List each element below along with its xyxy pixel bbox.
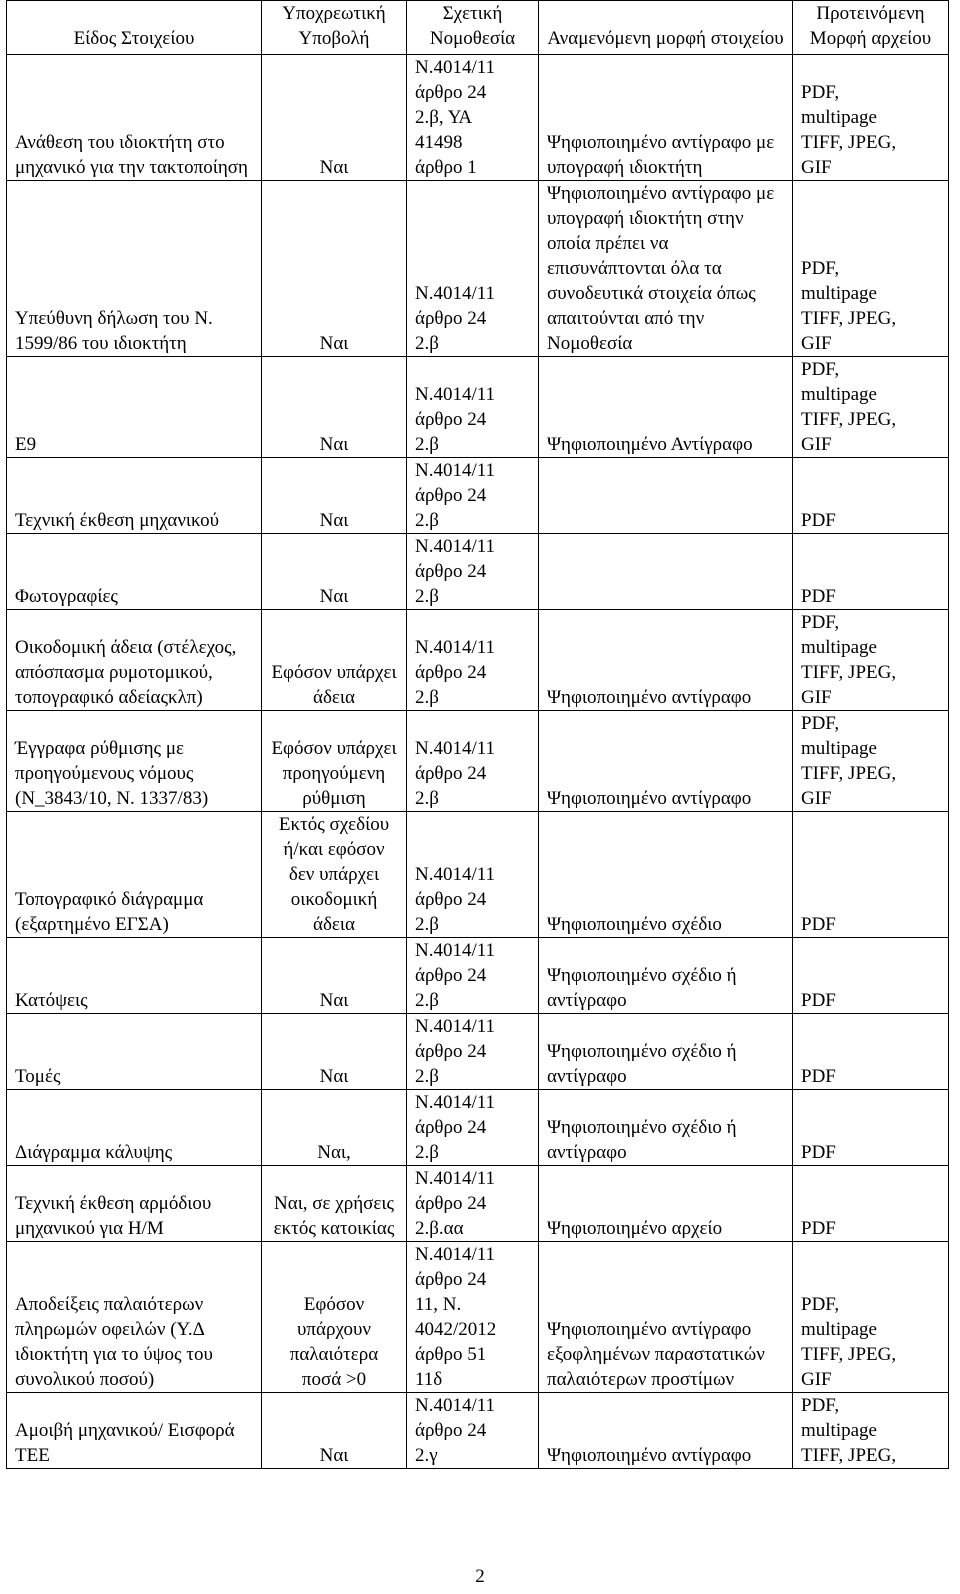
table-row [7, 1166, 949, 1242]
table-row [7, 534, 949, 610]
law-line: 2.β [415, 990, 439, 1011]
cell-file [793, 181, 949, 357]
law-line: 2.γ [415, 1445, 438, 1466]
cell-law [407, 1166, 539, 1242]
table-body [7, 55, 949, 1469]
cell-required: Ναι [262, 357, 407, 458]
file-format-line: TIFF, JPEG, [801, 1445, 897, 1466]
cell-law [407, 1393, 539, 1469]
cell-law [407, 1242, 539, 1393]
table-row [7, 1393, 949, 1469]
page-number: 2 [475, 1566, 485, 1587]
law-line: 4042/2012 [415, 1319, 497, 1340]
table-row [7, 181, 949, 357]
law-line: 11δ [415, 1369, 443, 1390]
law-line: άρθρο 24 [415, 1117, 487, 1138]
table-row [7, 357, 949, 458]
cell-required: Ναι, [262, 1090, 407, 1166]
file-format-line: PDF [801, 1066, 836, 1087]
file-format-line: PDF, [801, 713, 840, 734]
cell-required: Ναι [262, 534, 407, 610]
header-required: Υποχρεωτική Υποβολή [262, 1, 407, 55]
table-row [7, 1014, 949, 1090]
cell-file [793, 1166, 949, 1242]
cell-file [793, 55, 949, 181]
cell-type: Οικοδομική άδεια (στέλεχος, απόσπασμα ρυμοτομικού, τοπογραφικό αδείαςκλπ) [7, 610, 262, 711]
law-line: 41498 [415, 132, 463, 153]
file-format-line: PDF [801, 586, 836, 607]
requirements-table [6, 0, 949, 1469]
cell-format [539, 458, 793, 534]
cell-format [539, 534, 793, 610]
cell-file [793, 938, 949, 1014]
law-line: άρθρο 24 [415, 1269, 487, 1290]
header-file: Προτεινόμενη Μορφή αρχείου [793, 1, 949, 55]
cell-required: Ναι [262, 181, 407, 357]
law-line: άρθρο 24 [415, 662, 487, 683]
file-format-line: PDF, [801, 1294, 840, 1315]
law-line: Ν.4014/11 [415, 1244, 496, 1265]
law-line: άρθρο 24 [415, 561, 487, 582]
cell-format: Ψηφιοποιημένο αρχείο [539, 1166, 793, 1242]
law-line: Ν.4014/11 [415, 1092, 496, 1113]
law-line: 2.β [415, 510, 439, 531]
cell-required: Ναι [262, 1014, 407, 1090]
file-format-line: PDF [801, 1218, 836, 1239]
cell-type: Κατόψεις [7, 938, 262, 1014]
cell-type: Αμοιβή μηχανικού/ Εισφορά ΤΕΕ [7, 1393, 262, 1469]
file-format-line: TIFF, JPEG, [801, 763, 897, 784]
cell-file [793, 812, 949, 938]
law-line: άρθρο 24 [415, 82, 487, 103]
law-line: άρθρο 24 [415, 308, 487, 329]
cell-format: Ψηφιοποιημένο αντίγραφο με υπογραφή ιδιοκτήτη [539, 55, 793, 181]
file-format-line: TIFF, JPEG, [801, 308, 897, 329]
table-row [7, 458, 949, 534]
cell-type: Φωτογραφίες [7, 534, 262, 610]
cell-type: Τοπογραφικό διάγραμμα (εξαρτημένο ΕΓΣΑ) [7, 812, 262, 938]
law-line: 2.β [415, 1142, 439, 1163]
file-format-line: GIF [801, 333, 832, 354]
file-format-line: TIFF, JPEG, [801, 1344, 897, 1365]
law-line: Ν.4014/11 [415, 536, 496, 557]
cell-type: Αποδείξεις παλαιότερων πληρωμών οφειλών (Υ.Δ ιδιοκτήτη για το ύψος του συνολικού ποσού) [7, 1242, 262, 1393]
cell-format: Ψηφιοποιημένο αντίγραφο [539, 610, 793, 711]
law-line: Ν.4014/11 [415, 1395, 496, 1416]
cell-law [407, 711, 539, 812]
law-line: άρθρο 24 [415, 1041, 487, 1062]
cell-file [793, 1393, 949, 1469]
cell-format: Ψηφιοποιημένο σχέδιο ή αντίγραφο [539, 1090, 793, 1166]
law-line: Ν.4014/11 [415, 384, 496, 405]
cell-law [407, 357, 539, 458]
header-law: Σχετική Νομοθεσία [407, 1, 539, 55]
cell-format: Ψηφιοποιημένο σχέδιο ή αντίγραφο [539, 938, 793, 1014]
cell-law [407, 458, 539, 534]
cell-type: Τεχνική έκθεση αρμόδιου μηχανικού για Η/Μ [7, 1166, 262, 1242]
law-line: άρθρο 1 [415, 157, 477, 178]
law-line: Ν.4014/11 [415, 460, 496, 481]
law-line: Ν.4014/11 [415, 940, 496, 961]
law-line: Ν.4014/11 [415, 637, 496, 658]
cell-required: Ναι [262, 1393, 407, 1469]
cell-law [407, 938, 539, 1014]
file-format-line: TIFF, JPEG, [801, 132, 897, 153]
law-line: 2.β, ΥΑ [415, 107, 473, 128]
file-format-line: multipage [801, 283, 877, 304]
cell-required: Εφόσον υπάρχει άδεια [262, 610, 407, 711]
cell-type: Ε9 [7, 357, 262, 458]
law-line: Ν.4014/11 [415, 738, 496, 759]
table-row [7, 1242, 949, 1393]
cell-format: Ψηφιοποιημένο αντίγραφο με υπογραφή ιδιοκτήτη στην οποία πρέπει να επισυνάπτονται όλα τα συνοδευτικά στοιχεία όπως απαιτούνται από την Νομοθεσία [539, 181, 793, 357]
file-format-line: TIFF, JPEG, [801, 409, 897, 430]
law-line: Ν.4014/11 [415, 1016, 496, 1037]
file-format-line: PDF, [801, 359, 840, 380]
cell-law [407, 1090, 539, 1166]
law-line: Ν.4014/11 [415, 283, 496, 304]
cell-format: Ψηφιοποιημένο Αντίγραφο [539, 357, 793, 458]
cell-required: Ναι [262, 55, 407, 181]
law-line: 2.β [415, 914, 439, 935]
cell-format: Ψηφιοποιημένο αντίγραφο [539, 711, 793, 812]
law-line: 2.β [415, 687, 439, 708]
cell-file [793, 1014, 949, 1090]
table-row [7, 610, 949, 711]
cell-law [407, 534, 539, 610]
cell-format: Ψηφιοποιημένο σχέδιο [539, 812, 793, 938]
file-format-line: PDF, [801, 258, 840, 279]
file-format-line: GIF [801, 157, 832, 178]
cell-law [407, 55, 539, 181]
cell-file [793, 1242, 949, 1393]
file-format-line: PDF [801, 1142, 836, 1163]
file-format-line: PDF, [801, 82, 840, 103]
file-format-line: multipage [801, 107, 877, 128]
cell-format: Ψηφιοποιημένο αντίγραφο εξοφλημένων παραστατικών παλαιότερων προστίμων [539, 1242, 793, 1393]
cell-file [793, 711, 949, 812]
cell-type: Ανάθεση του ιδιοκτήτη στο μηχανικό για την τακτοποίηση [7, 55, 262, 181]
file-format-line: multipage [801, 1420, 877, 1441]
law-line: άρθρο 24 [415, 485, 487, 506]
law-line: άρθρο 51 [415, 1344, 487, 1365]
cell-file [793, 534, 949, 610]
law-line: άρθρο 24 [415, 1193, 487, 1214]
law-line: 2.β [415, 586, 439, 607]
table-row [7, 55, 949, 181]
cell-law [407, 610, 539, 711]
cell-required: Εκτός σχεδίου ή/και εφόσον δεν υπάρχει οικοδομική άδεια [262, 812, 407, 938]
law-line: άρθρο 24 [415, 965, 487, 986]
cell-format: Ψηφιοποιημένο σχέδιο ή αντίγραφο [539, 1014, 793, 1090]
law-line: 2.β [415, 1066, 439, 1087]
file-format-line: PDF [801, 990, 836, 1011]
law-line: Ν.4014/11 [415, 57, 496, 78]
table-row [7, 1090, 949, 1166]
file-format-line: GIF [801, 788, 832, 809]
cell-required: Ναι [262, 938, 407, 1014]
cell-file [793, 610, 949, 711]
file-format-line: PDF [801, 510, 836, 531]
law-line: άρθρο 24 [415, 409, 487, 430]
law-line: άρθρο 24 [415, 763, 487, 784]
cell-law [407, 181, 539, 357]
law-line: 2.β [415, 788, 439, 809]
cell-law [407, 812, 539, 938]
law-line: άρθρο 24 [415, 1420, 487, 1441]
law-line: 2.β [415, 333, 439, 354]
cell-law [407, 1014, 539, 1090]
cell-type: Διάγραμμα κάλυψης [7, 1090, 262, 1166]
cell-file [793, 357, 949, 458]
cell-file [793, 458, 949, 534]
table-row [7, 711, 949, 812]
law-line: 11, Ν. [415, 1294, 462, 1315]
file-format-line: PDF, [801, 612, 840, 633]
cell-required: Εφόσον υπάρχει προηγούμενη ρύθμιση [262, 711, 407, 812]
file-format-line: GIF [801, 1369, 832, 1390]
law-line: Ν.4014/11 [415, 1168, 496, 1189]
file-format-line: TIFF, JPEG, [801, 662, 897, 683]
cell-required: Εφόσον υπάρχουν παλαιότερα ποσά >0 [262, 1242, 407, 1393]
cell-type: Τομές [7, 1014, 262, 1090]
table-header-row [7, 1, 949, 55]
cell-required: Ναι, σε χρήσεις εκτός κατοικίας [262, 1166, 407, 1242]
law-line: Ν.4014/11 [415, 864, 496, 885]
table-row [7, 812, 949, 938]
file-format-line: GIF [801, 434, 832, 455]
law-line: 2.β.αα [415, 1218, 464, 1239]
header-type: Είδος Στοιχείου [7, 1, 262, 55]
file-format-line: multipage [801, 738, 877, 759]
table-row [7, 938, 949, 1014]
file-format-line: GIF [801, 687, 832, 708]
file-format-line: PDF, [801, 1395, 840, 1416]
cell-type: Υπεύθυνη δήλωση του Ν. 1599/86 του ιδιοκτήτη [7, 181, 262, 357]
file-format-line: PDF [801, 914, 836, 935]
law-line: άρθρο 24 [415, 889, 487, 910]
cell-type: Τεχνική έκθεση μηχανικού [7, 458, 262, 534]
file-format-line: multipage [801, 637, 877, 658]
header-format: Αναμενόμενη μορφή στοιχείου [539, 1, 793, 55]
cell-required: Ναι [262, 458, 407, 534]
cell-file [793, 1090, 949, 1166]
law-line: 2.β [415, 434, 439, 455]
file-format-line: multipage [801, 1319, 877, 1340]
file-format-line: multipage [801, 384, 877, 405]
cell-type: Έγγραφα ρύθμισης με προηγούμενους νόμους (N_3843/10, Ν. 1337/83) [7, 711, 262, 812]
cell-format: Ψηφιοποιημένο αντίγραφο [539, 1393, 793, 1469]
